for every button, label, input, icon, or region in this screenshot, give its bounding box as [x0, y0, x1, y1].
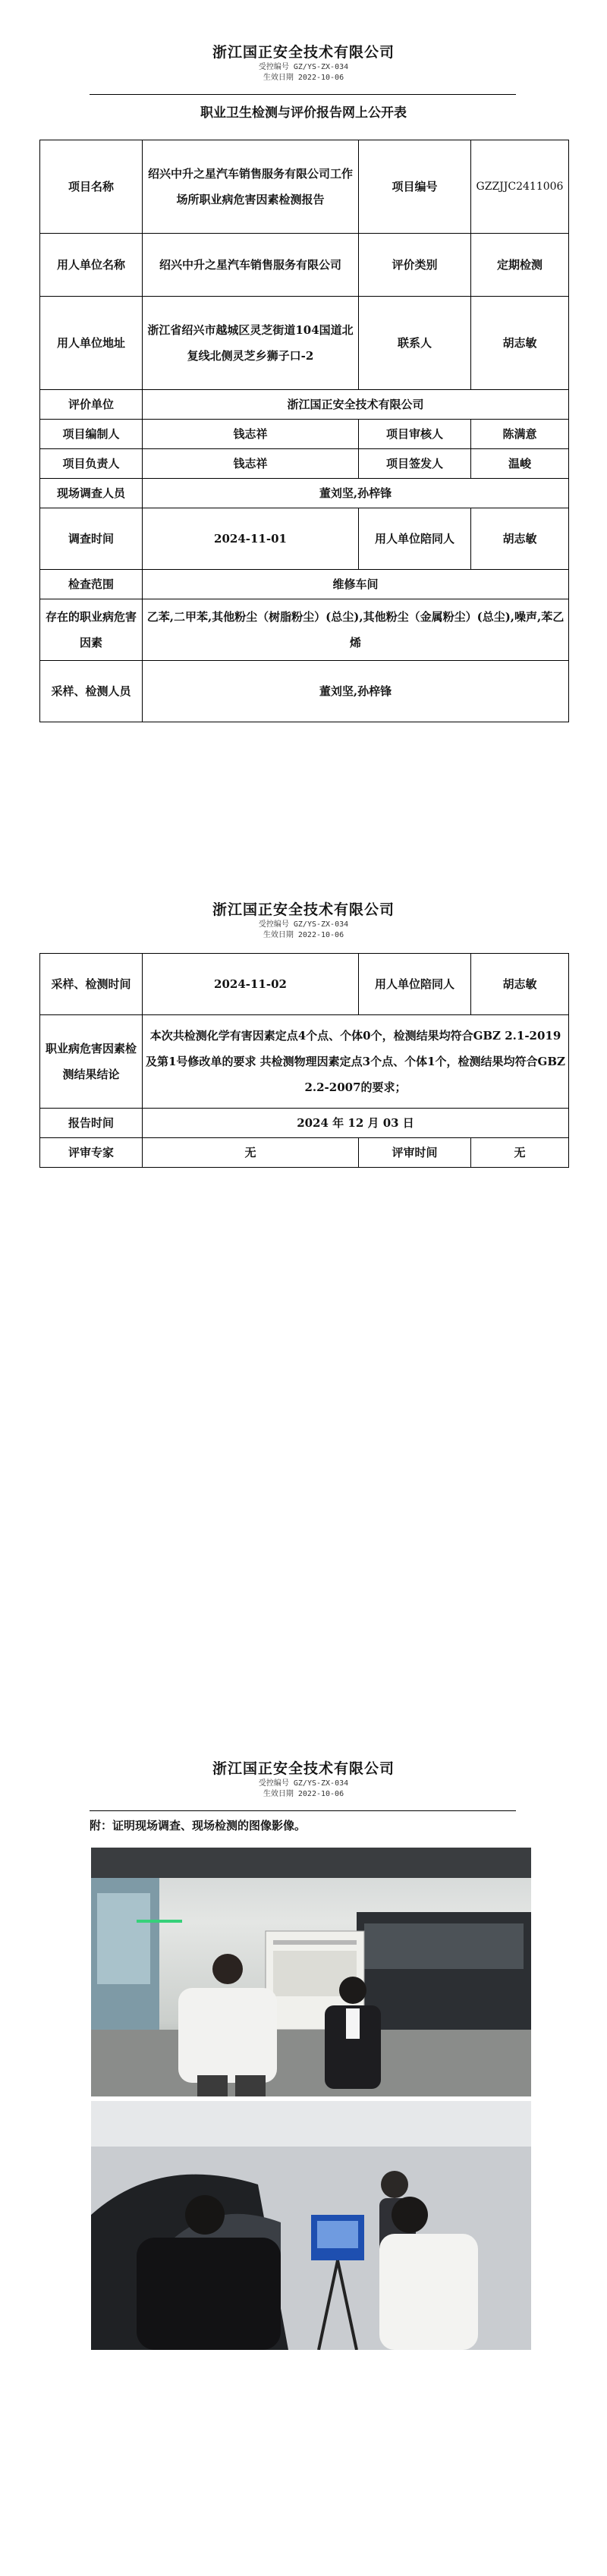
table-row: [40, 508, 569, 570]
contact-value: 胡志敏: [471, 297, 569, 390]
signer-value: 温峻: [471, 449, 569, 479]
project-name-label: 项目名称: [40, 140, 143, 234]
contact-label: 联系人: [359, 297, 471, 390]
table-row: [40, 420, 569, 449]
company-name: 浙江国正安全技术有限公司: [212, 1760, 395, 1777]
eval-unit-value: 浙江国正安全技术有限公司: [143, 390, 569, 420]
document-title: 职业卫生检测与评价报告网上公开表: [200, 105, 407, 121]
conclusion-label: 职业病危害因素检测结果结论: [40, 1015, 143, 1109]
accompany-value: 胡志敏: [471, 508, 569, 570]
site-survey-photo: [91, 1848, 531, 2096]
employer-value: 绍兴中升之星汽车销售服务有限公司: [143, 234, 359, 297]
accompany-label: 用人单位陪同人: [359, 508, 471, 570]
photo-note: 附：证明现场调查、现场检测的图像影像。: [90, 1819, 307, 1832]
table-row: [40, 140, 569, 234]
table-row: [40, 661, 569, 722]
review-time-value: 无: [471, 1138, 569, 1168]
control-number: 受控编号 GZ/YS-ZX-034: [258, 1779, 349, 1788]
company-name: 浙江国正安全技术有限公司: [212, 901, 395, 918]
accompany-value: 胡志敏: [471, 954, 569, 1015]
table-row: [40, 1015, 569, 1109]
reviewer-label: 项目审核人: [359, 420, 471, 449]
header-rule: [90, 94, 516, 95]
employer-label: 用人单位名称: [40, 234, 143, 297]
report-time-label: 报告时间: [40, 1109, 143, 1138]
project-name-value: 绍兴中升之星汽车销售服务有限公司工作场所职业病危害因素检测报告: [143, 140, 359, 234]
hazards-label: 存在的职业病危害因素: [40, 599, 143, 661]
scope-value: 维修车间: [143, 570, 569, 599]
survey-time-label: 调查时间: [40, 508, 143, 570]
sampling-staff-label: 采样、检测人员: [40, 661, 143, 722]
page3-header: [0, 1759, 607, 1800]
eval-type-label: 评价类别: [359, 234, 471, 297]
scope-label: 检查范围: [40, 570, 143, 599]
compiler-label: 项目编制人: [40, 420, 143, 449]
signer-label: 项目签发人: [359, 449, 471, 479]
effective-date: 生效日期 2022-10-06: [263, 931, 344, 939]
sampling-staff-value: 董刘坚,孙梓锋: [143, 661, 569, 722]
table-row: [40, 1138, 569, 1168]
eval-unit-label: 评价单位: [40, 390, 143, 420]
expert-label: 评审专家: [40, 1138, 143, 1168]
compiler-value: 钱志祥: [143, 420, 359, 449]
table-row: [40, 954, 569, 1015]
report-time-value: 2024 年 12 月 03 日: [143, 1109, 569, 1138]
survey-time-value: 2024-11-01: [143, 508, 359, 570]
table-row: [40, 449, 569, 479]
report-table: [39, 140, 569, 722]
company-name: 浙江国正安全技术有限公司: [212, 44, 395, 61]
eval-type-value: 定期检测: [471, 234, 569, 297]
project-no-value: GZZJJC2411006: [471, 140, 569, 234]
table-row: [40, 570, 569, 599]
table-row: [40, 390, 569, 420]
hazards-value: 乙苯,二甲苯,其他粉尘（树脂粉尘）(总尘),其他粉尘（金属粉尘）(总尘),噪声,苯乙烯: [143, 599, 569, 661]
review-time-label: 评审时间: [359, 1138, 471, 1168]
site-detection-photo: [91, 2101, 531, 2350]
table-row: [40, 297, 569, 390]
page1-header: [0, 42, 607, 83]
table-row: [40, 599, 569, 661]
effective-date: 生效日期 2022-10-06: [263, 1790, 344, 1798]
accompany-label: 用人单位陪同人: [359, 954, 471, 1015]
expert-value: 无: [143, 1138, 359, 1168]
header-rule: [90, 1810, 516, 1811]
effective-date: 生效日期 2022-10-06: [263, 74, 344, 82]
project-no-label: 项目编号: [359, 140, 471, 234]
conclusion-value: 本次共检测化学有害因素定点4个点、个体0个，检测结果均符合GBZ 2.1-2019及第1号修改单的要求 共检测物理因素定点3个点、个体1个，检测结果均符合GBZ 2.2-2007的要求；: [143, 1015, 569, 1109]
site-detection-photo-art: [91, 2101, 531, 2350]
table-row: [40, 234, 569, 297]
sampling-time-value: 2024-11-02: [143, 954, 359, 1015]
page2-header: [0, 900, 607, 941]
leader-value: 钱志祥: [143, 449, 359, 479]
reviewer-value: 陈满意: [471, 420, 569, 449]
address-label: 用人单位地址: [40, 297, 143, 390]
control-number: 受控编号 GZ/YS-ZX-034: [258, 63, 349, 71]
table-row: [40, 1109, 569, 1138]
survey-staff-label: 现场调查人员: [40, 479, 143, 508]
leader-label: 项目负责人: [40, 449, 143, 479]
survey-staff-value: 董刘坚,孙梓锋: [143, 479, 569, 508]
results-table: [39, 953, 569, 1168]
control-number: 受控编号 GZ/YS-ZX-034: [258, 920, 349, 929]
sampling-time-label: 采样、检测时间: [40, 954, 143, 1015]
address-value: 浙江省绍兴市越城区灵芝街道104国道北复线北侧灵芝乡狮子口-2: [143, 297, 359, 390]
table-row: [40, 479, 569, 508]
site-survey-photo-art: [91, 1848, 531, 2096]
